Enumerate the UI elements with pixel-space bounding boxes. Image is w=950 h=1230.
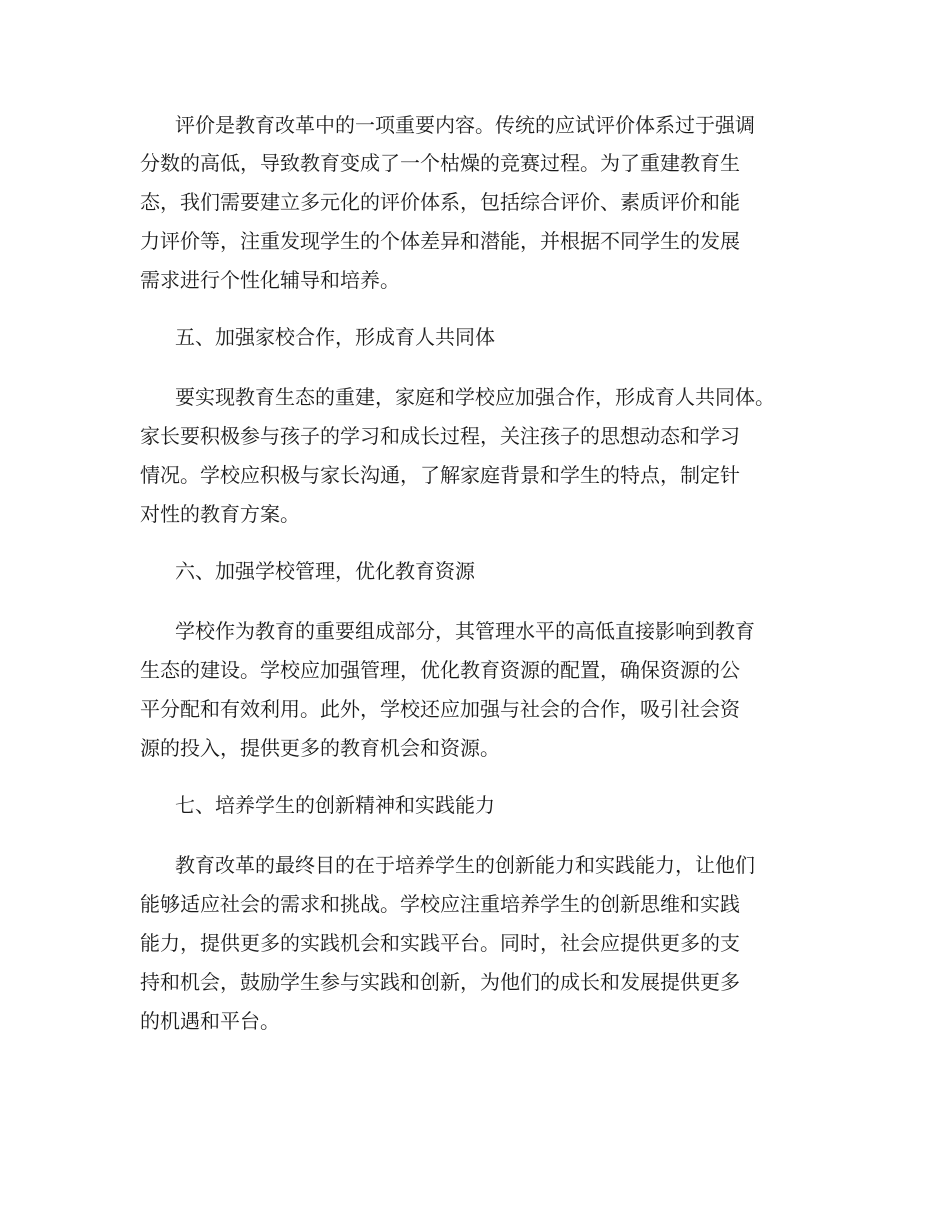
- paragraph-line: 需求进行个性化辅导和培养。: [140, 268, 400, 292]
- paragraph-line: 能够适应社会的需求和挑战。学校应注重培养学生的创新思维和实践: [140, 892, 740, 916]
- paragraph-line: 能力，提供更多的实践机会和实践平台。同时，社会应提供更多的支: [140, 931, 740, 955]
- paragraph-line: 持和机会，鼓励学生参与实践和创新，为他们的成长和发展提供更多: [140, 970, 740, 994]
- section-heading: 六、加强学校管理，优化教育资源: [175, 559, 475, 583]
- paragraph-line: 对性的教育方案。: [140, 502, 300, 526]
- paragraph-line: 态，我们需要建立多元化的评价体系，包括综合评价、素质评价和能: [140, 190, 740, 214]
- paragraph-line: 力评价等，注重发现学生的个体差异和潜能，并根据不同学生的发展: [140, 229, 740, 253]
- paragraph-line: 的机遇和平台。: [140, 1009, 280, 1033]
- section-heading: 五、加强家校合作，形成育人共同体: [175, 325, 495, 349]
- paragraph-line: 源的投入，提供更多的教育机会和资源。: [140, 736, 500, 760]
- paragraph-line: 平分配和有效利用。此外，学校还应加强与社会的合作，吸引社会资: [140, 697, 740, 721]
- paragraph-line: 要实现教育生态的重建，家庭和学校应加强合作，形成育人共同体。: [175, 385, 775, 409]
- paragraph-line: 家长要积极参与孩子的学习和成长过程，关注孩子的思想动态和学习: [140, 424, 740, 448]
- paragraph-line: 分数的高低，导致教育变成了一个枯燥的竞赛过程。为了重建教育生: [140, 151, 740, 175]
- paragraph-line: 情况。学校应积极与家长沟通，了解家庭背景和学生的特点，制定针: [140, 463, 740, 487]
- paragraph-line: 生态的建设。学校应加强管理，优化教育资源的配置，确保资源的公: [140, 658, 740, 682]
- paragraph-line: 评价是教育改革中的一项重要内容。传统的应试评价体系过于强调: [175, 113, 755, 137]
- section-heading: 七、培养学生的创新精神和实践能力: [175, 793, 495, 817]
- paragraph-line: 教育改革的最终目的在于培养学生的创新能力和实践能力，让他们: [175, 853, 755, 877]
- paragraph-line: 学校作为教育的重要组成部分，其管理水平的高低直接影响到教育: [175, 619, 755, 643]
